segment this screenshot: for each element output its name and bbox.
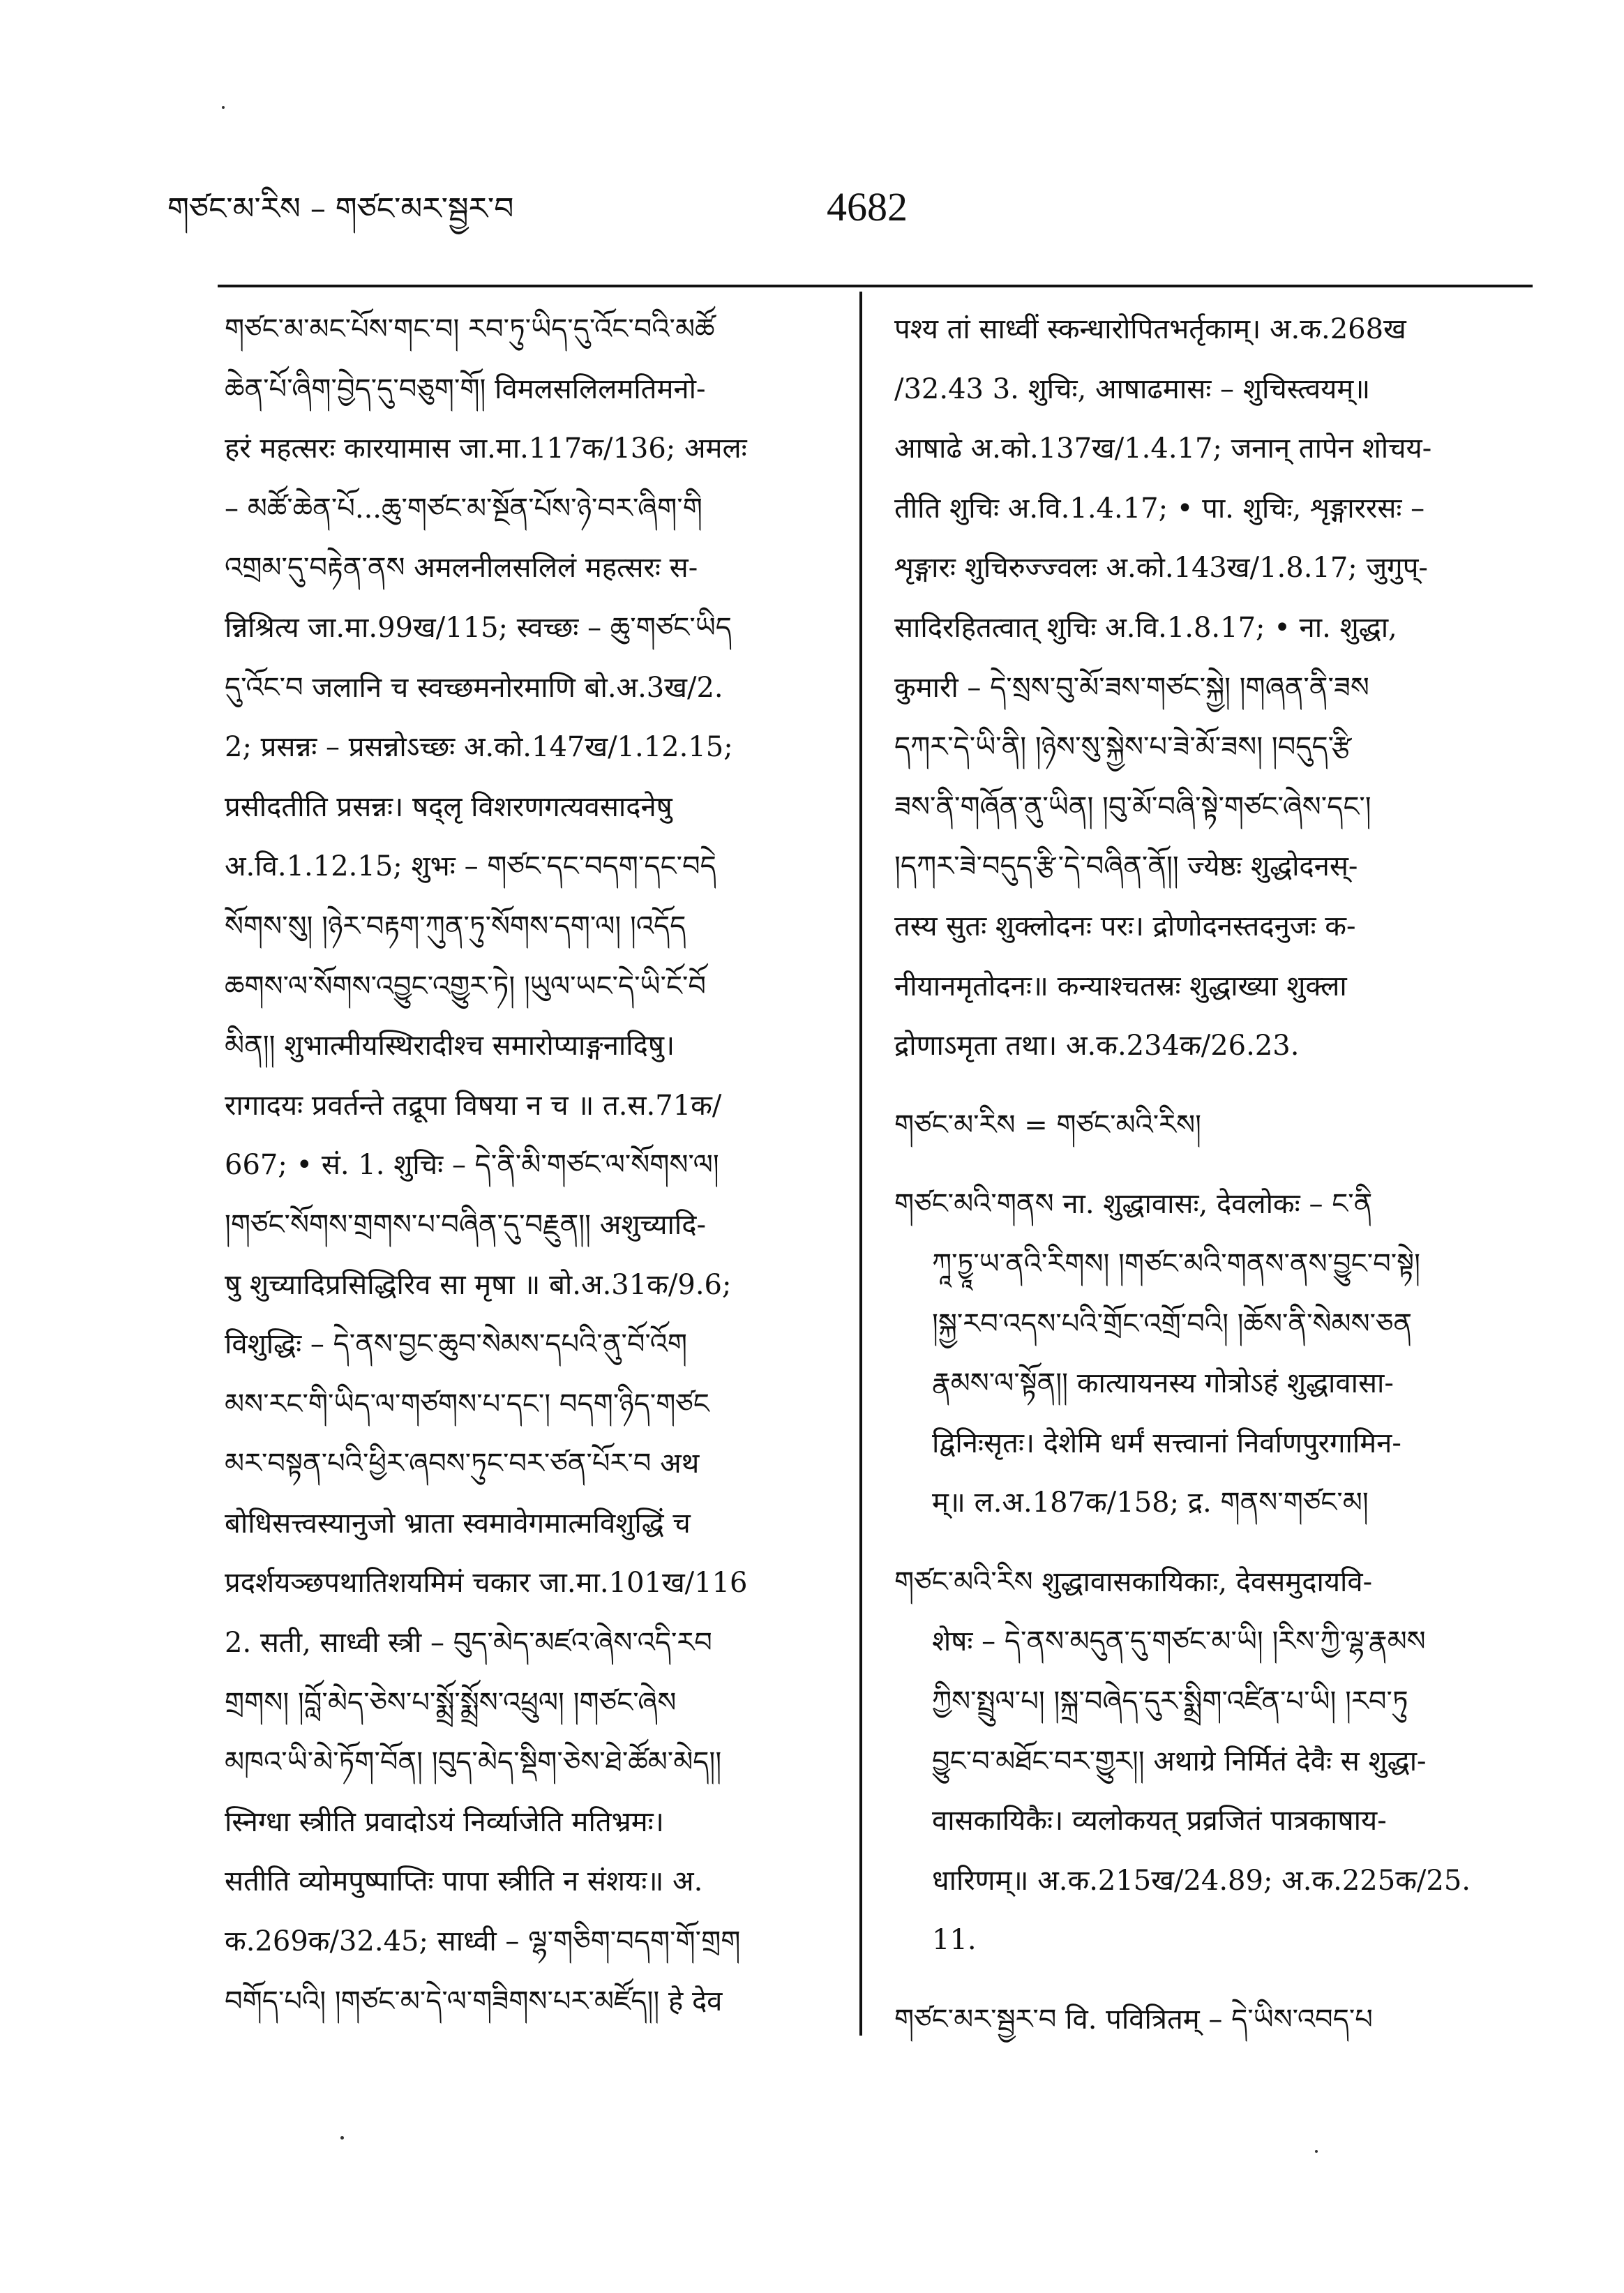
text-line: तीति शुचिः अ.वि.1.4.17; • पा. शुचिः, शृङ्गाररसः –	[894, 492, 1425, 525]
text-line: བགོད་པའི། །གཙང་མ་དེ་ལ་གཟིགས་པར་མཛོད།། हे देव	[225, 1985, 723, 2017]
scan-speck	[340, 2136, 344, 2140]
text-line: पश्य तां साध्वीं स्कन्धारोपितभर्तृकाम्। अ.क.268ख	[894, 313, 1406, 345]
page-number: 4682	[827, 184, 908, 230]
text-line: सतीति व्योमपुष्पाप्तिः पापा स्त्रीति न संशयः॥ अ.	[225, 1865, 703, 1898]
text-line: མཁའ་ཡི་མེ་ཏོག་བོན། །བུད་མེད་སྡིག་ཅེས་ཐེ་ཚོམ་མེད།།	[225, 1746, 722, 1779]
text-line: तस्य सुतः शुक्लोदनः परः। द्रोणोदनस्तदनुजः क-	[894, 910, 1356, 942]
text-line: प्रसीदतीति प्रसन्नः। षद्लृ विशरणगत्यवसादनेषु	[225, 790, 672, 823]
entry-text-line: 11.	[932, 1924, 977, 1957]
entry-gap	[894, 1971, 1531, 1990]
entry-text-line: ཀྱིས་སྤྲུལ་པ། །སྐྲ་བཞེད་དུར་སྨྲིག་འཛིན་པ་ཡི། །རབ་ཏུ	[932, 1685, 1408, 1718]
entry-text-line: རྣམས་ལ་སྟོན།། कात्यायनस्य गोत्रोऽहं शुद्धावासा-	[932, 1367, 1394, 1400]
header-guide-words: གཙང་མ་རིས – གཙང་མར་སྦྱར་བ	[167, 191, 514, 227]
text-line: ཆགས་ལ་སོགས་འབྱུང་འགྱུར་ཏེ། །ཡུལ་ཡང་དེ་ཡི་ངོ་བོ	[225, 970, 707, 1002]
entry-text-line: वासकायिकैः। व्यलोकयत् प्रव्रजितं पात्रकाषाय-	[932, 1805, 1387, 1837]
text-line: སོགས་སུ། །ཉེར་བརྟག་ཀུན་ཏུ་སོགས་དག་ལ། །འདོད	[225, 910, 686, 942]
text-line: स्निग्धा स्त्रीति प्रवादोऽयं निर्व्याजेति मतिभ्रमः।	[225, 1805, 664, 1838]
entry-text-line: བྱུང་བ་མཐོང་བར་གྱུར།། अथाग्रे निर्मितं देवैः स शुद्धा-	[932, 1745, 1427, 1777]
text-line: འགྲམ་དུ་བརྟེན་ནས अमलनीलसलिलं महत्सरः स-	[225, 552, 698, 585]
text-line: ཆེན་པོ་ཞིག་བྱེད་དུ་བཅུག་གོ། विमलसलिलमतिमनो-	[225, 373, 706, 405]
text-line: न्निश्रित्य जा.मा.99ख/115; स्वच्छः – ཆུ་གཙང་ཡིད	[225, 611, 732, 644]
text-line: དཀར་དེ་ཡི་ནི། །ཉེས་སུ་སྐྱེས་པ་ཟེ་མོ་ཟས། །བདུད་རྩི	[894, 731, 1352, 764]
text-line: नीयानमृतोदनः॥ कन्याश्चतस्रः शुद्धाख्या शुक्ला	[894, 970, 1347, 1002]
text-line: आषाढे अ.को.137ख/1.4.17; जनान् तापेन शोचय-	[894, 433, 1432, 465]
entry-gap	[894, 1155, 1531, 1175]
text-line: ཟས་ནི་གཞོན་ནུ་ཡིན། །བུ་མོ་བཞི་སྟེ་གཙང་ཞེས་དང་།	[894, 790, 1371, 823]
entry-headword-line: གཙང་མ་རིས = གཙང་མའི་རིས།	[894, 1108, 1201, 1141]
text-line: क.269क/32.45; साध्वी – ལྷ་གཅིག་བདག་གོ་གྲག	[225, 1925, 741, 1958]
column-divider	[859, 292, 862, 2036]
text-line: དུ་འོང་བ जलानि च स्वच्छमनोरमाणि बो.अ.3ख/2.	[225, 671, 723, 704]
entry-text-line: द्विनिःसृतः। देशेमि धर्मं सत्त्वानां निर्वाणपुरगामिन-	[932, 1427, 1401, 1459]
text-line: /32.43 3. शुचिः, आषाढमासः – शुचिस्त्वयम्॥	[894, 373, 1371, 405]
text-line: གྲགས། །བློ་མེད་ཅེས་པ་སྨྲོ་སྨྲོས་འཕྲུལ། །གཙང་ཞེས	[225, 1686, 677, 1719]
entry-headword-line: གཙང་མའི་གནས ना. शुद्धावासः, देवलोकः – ང་ནི	[894, 1188, 1373, 1221]
entry-gap	[894, 1533, 1531, 1553]
text-line: 2. सती, साध्वी स्त्री – བུད་མེད་མཛའ་ཞེས་འདི་རབ	[225, 1627, 712, 1660]
text-line: མིན།། शुभात्मीयस्थिरादीश्च समारोप्याङ्गनादिषु।	[225, 1030, 675, 1062]
header-rule	[218, 285, 1533, 287]
entry-text-line: म्॥ ल.अ.187क/158; द्र. གནས་གཙང་མ།	[932, 1487, 1369, 1519]
text-line: शृङ्गारः शुचिरुज्ज्वलः अ.को.143ख/1.8.17; जुगुप्-	[894, 552, 1428, 585]
text-line: कुमारी – དེ་སྲས་བུ་མོ་ཟས་གཙང་སྐྱེ། །གཞན་ནི་ཟས	[894, 671, 1369, 704]
entry-gap	[894, 1076, 1531, 1096]
text-line: द्रोणाऽमृता तथा। अ.क.234क/26.23.	[894, 1030, 1300, 1062]
text-line: 667; • सं. 1. शुचिः – དེ་ནི་མི་གཙང་ལ་སོགས་ལ།	[225, 1149, 719, 1182]
entry-text-line: ཀཱ་ཏྱཱ་ཡ་ནའི་རིགས། །གཙང་མའི་གནས་ནས་བྱུང་བ་སྟེ།	[932, 1247, 1421, 1280]
entry-text-line: शेषः – དེ་ནས་མདུན་དུ་གཙང་མ་ཡི། །རིས་ཀྱི་ལྷ་རྣམས	[932, 1625, 1426, 1658]
left-column	[225, 300, 833, 2072]
text-line: षु शुच्यादिप्रसिद्धिरिव सा मृषा ॥ बो.अ.31क/9.6;	[225, 1268, 732, 1301]
scan-speck	[222, 106, 225, 109]
entry-headword-line: གཙང་མའི་རིས शुद्धावासकायिकाः, देवसमुदायवि-	[894, 1565, 1373, 1598]
text-line: – མཚོ་ཆེན་པོ...ཆུ་གཙང་མ་སྔོན་པོས་ཉེ་བར་ཞིག་གི	[225, 492, 702, 525]
entry-headword-line: གཙང་མར་སྦྱར་བ वि. पवित्रितम् – དེ་ཡིས་འབད་པ	[894, 2003, 1373, 2036]
text-line: बोधिसत्त्वस्यानुजो भ्राता स्वमावेगमात्मविशुद्धिं च	[225, 1507, 691, 1540]
text-line: གཙང་མ་མང་པོས་གང་བ། རབ་ཏུ་ཡིད་དུ་འོང་བའི་མཚོ	[225, 313, 715, 345]
text-line: प्रदर्शयञ्छपथातिशयमिमं चकार जा.मा.101ख/116	[225, 1567, 748, 1600]
entry-text-line: །སྐྱ་རབ་འདས་པའི་གྲོང་འགྲོ་བའི། །ཆོས་ནི་སེམས་ཅན	[932, 1307, 1413, 1340]
entry-text-line: धारिणम्॥ अ.क.215ख/24.89; अ.क.225क/25.	[932, 1864, 1471, 1897]
text-line: 2; प्रसन्नः – प्रसन्नोऽच्छः अ.को.147ख/1.12.15;	[225, 731, 733, 764]
text-line: रागादयः प्रवर्तन्ते तद्रूपा विषया न च ॥ त.स.71क/	[225, 1089, 722, 1122]
right-column	[894, 300, 1531, 2072]
text-line: विशुद्धिः – དེ་ནས་བྱང་ཆུབ་སེམས་དཔའི་ནུ་བོ་འོག	[225, 1328, 688, 1361]
page-header	[167, 183, 1493, 239]
text-line: अ.वि.1.12.15; शुभः – གཙང་དང་བདག་དང་བདེ	[225, 850, 716, 883]
text-line: །གཙང་སོགས་གྲགས་པ་བཞིན་དུ་བརྗུན།། अशुच्यादि-	[225, 1208, 707, 1241]
text-line: མར་བསྟན་པའི་ཕྱིར་ཞབས་ཏུང་བར་ཙན་པོར་བ अथ	[225, 1448, 700, 1480]
text-line: །དཀར་ཟེ་བདུད་རྩི་དེ་བཞིན་ནོ།། ज्येष्ठः शुद्धोदनस्-	[894, 850, 1358, 883]
scan-speck	[1315, 2150, 1318, 2153]
text-line: हरं महत्सरः कारयामास जा.मा.117क/136; अमलः	[225, 433, 747, 465]
text-line: सादिरहितत्वात् शुचिः अ.वि.1.8.17; • ना. शुद्धा,	[894, 611, 1397, 644]
text-line: མས་རང་གི་ཡིད་ལ་གཙགས་པ་དང་། བདག་ཉིད་གཙང	[225, 1388, 709, 1420]
